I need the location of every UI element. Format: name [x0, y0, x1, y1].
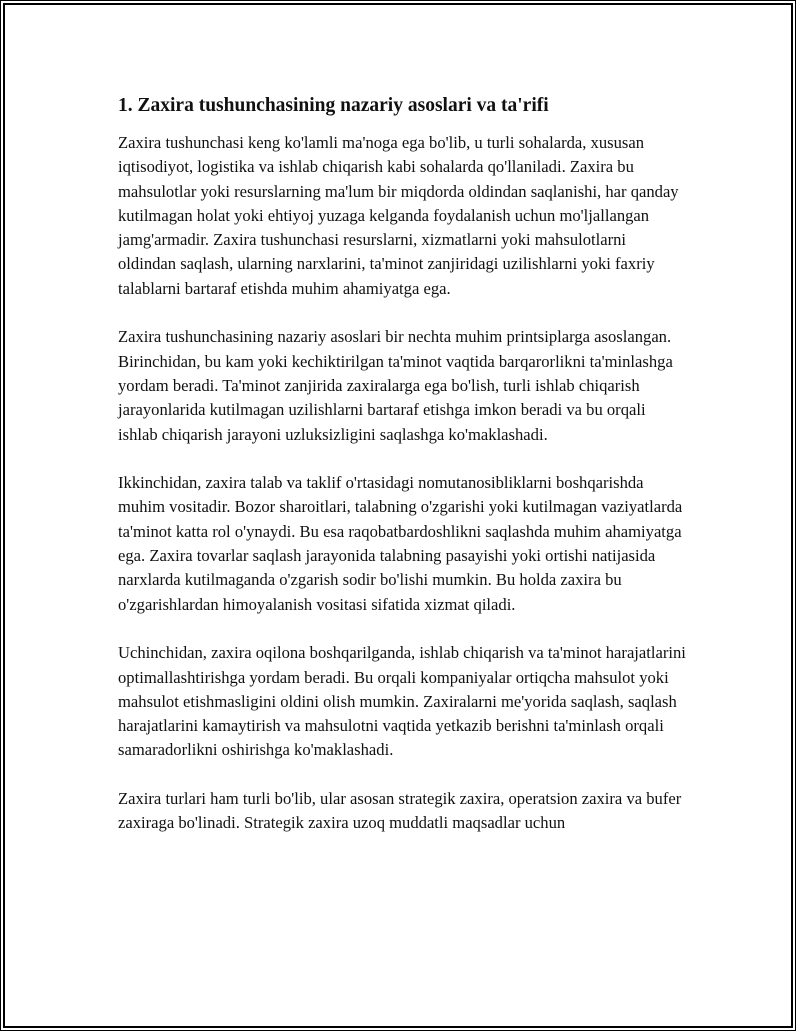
- paragraph-theoretical-basis: Zaxira tushunchasining nazariy asoslari bir nechta muhim printsiplarga asoslangan. Birinchidan, bu kam yoki kechiktirilgan ta'minot vaqtida barqarorlikni ta'minlashga yordam beradi. Ta'minot zanjirida zaxiralarga ega bo'lish, turli ishlab chiqarish jarayonlarida kutilmagan uzilishlarni bartaraf etishga imkon beradi va bu orqali ishlab chiqarish jarayoni uzluksizligini saqlashga ko'maklashadi.: [118, 327, 673, 444]
- paragraph-third-principle: Uchinchidan, zaxira oqilona boshqarilganda, ishlab chiqarish va ta'minot harajatlarini optimallashtirishga yordam beradi. Bu orqali kompaniyalar ortiqcha mahsulot yoki mahsulot etishmasligini oldini olish mumkin. Zaxiralarni me'yorida saqlash, saqlash harajatlarini kamaytirish va mahsulotni vaqtida yetkazib berishni ta'minlash orqali samaradorlikni oshirishga ko'maklashadi.: [118, 643, 686, 760]
- document-body: [118, 92, 688, 860]
- paragraph-second-principle: Ikkinchidan, zaxira talab va taklif o'rtasidagi nomutanosibliklarni boshqarishda muhim vositadir. Bozor sharoitlari, talabning o'zgarishi yoki kutilmagan vaziyatlarda ta'minot katta rol o'ynaydi. Bu esa raqobatbardoshlikni saqlashda muhim ahamiyatga ega. Zaxira tovarlar saqlash jarayonida talabning pasayishi yoki ortishi natijasida narxlarda kutilmaganda o'zgarish sodir bo'lishi mumkin. Bu holda zaxira bu o'zgarishlardan himoyalanish vositasi sifatida xizmat qiladi.: [118, 473, 683, 614]
- section-heading: 1. Zaxira tushunchasining nazariy asoslari va ta'rifi: [118, 95, 549, 116]
- paragraph-reserve-types: Zaxira turlari ham turli bo'lib, ular asosan strategik zaxira, operatsion zaxira va bufer zaxiraga bo'linadi. Strategik zaxira uzoq muddatli maqsadlar uchun: [118, 789, 682, 833]
- paragraph-definition: Zaxira tushunchasi keng ko'lamli ma'noga ega bo'lib, u turli sohalarda, xususan iqtisodiyot, logistika va ishlab chiqarish kabi sohalarda qo'llaniladi. Zaxira bu mahsulotlar yoki resurslarning ma'lum bir miqdorda oldindan saqlanishi, har qanday kutilmagan holat yoki ehtiyoj yuzaga kelganda foydalanish uchun mo'ljallangan jamg'armadir. Zaxira tushunchasi resurslarni, xizmatlarni yoki mahsulotlarni oldindan saqlash, ularning narxlarini, ta'minot zanjiridagi uzilishlarni yoki faxriy talablarni bartaraf etishda muhim ahamiyatga ega.: [118, 133, 679, 298]
